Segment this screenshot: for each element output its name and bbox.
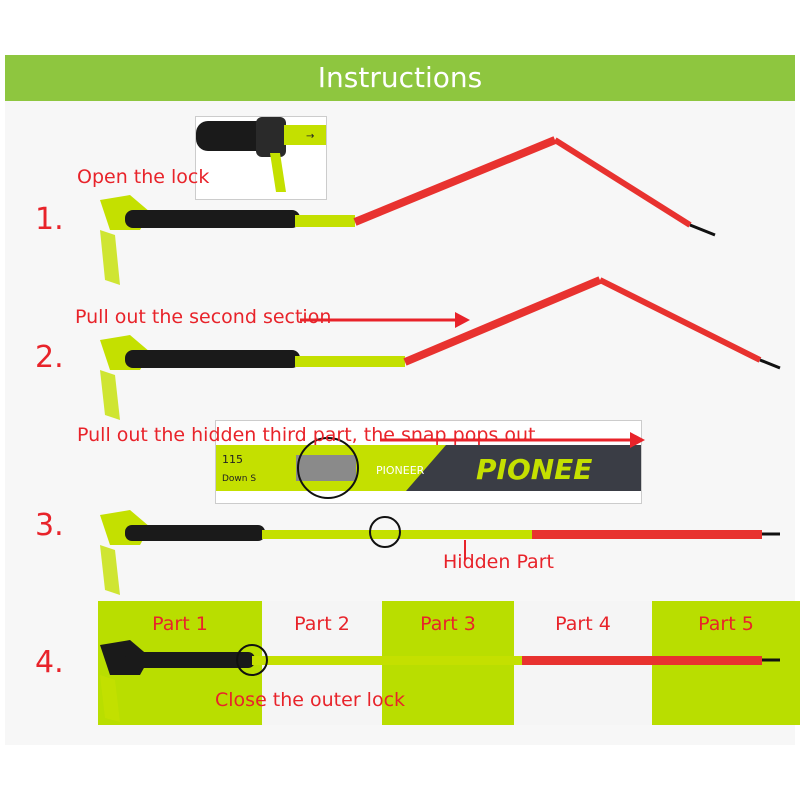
scale-text: Down S [222,474,257,484]
step-3-label: Pull out the hidden third part, the snap pops out [77,424,536,446]
step-2-number: 2. [35,340,64,375]
brand-text: PIONEER [376,464,425,477]
part-3-label: Part 3 [420,613,476,635]
scale-number: 115 [222,453,243,466]
part-2-label: Part 2 [294,613,350,635]
part-5-band [652,601,800,725]
step-4-label: Close the outer lock [215,689,406,711]
part-1-label: Part 1 [152,613,208,635]
step-1-label: Open the lock [77,166,210,188]
hidden-part-callout: Hidden Part [443,551,554,573]
step-4-number: 4. [35,645,64,680]
step-3-number: 3. [35,508,64,543]
svg-text:→: → [306,131,315,142]
part-4-band [514,601,652,725]
lock-closeup-inset [195,116,327,200]
lock-closeup-illustration [196,117,326,199]
part-5-label: Part 5 [698,613,754,635]
logo-text: PIONEE [476,453,593,486]
part-4-label: Part 4 [555,613,611,635]
instructions-banner: Instructions [5,55,795,101]
step-1-number: 1. [35,202,64,237]
step-2-label: Pull out the second section [75,306,332,328]
